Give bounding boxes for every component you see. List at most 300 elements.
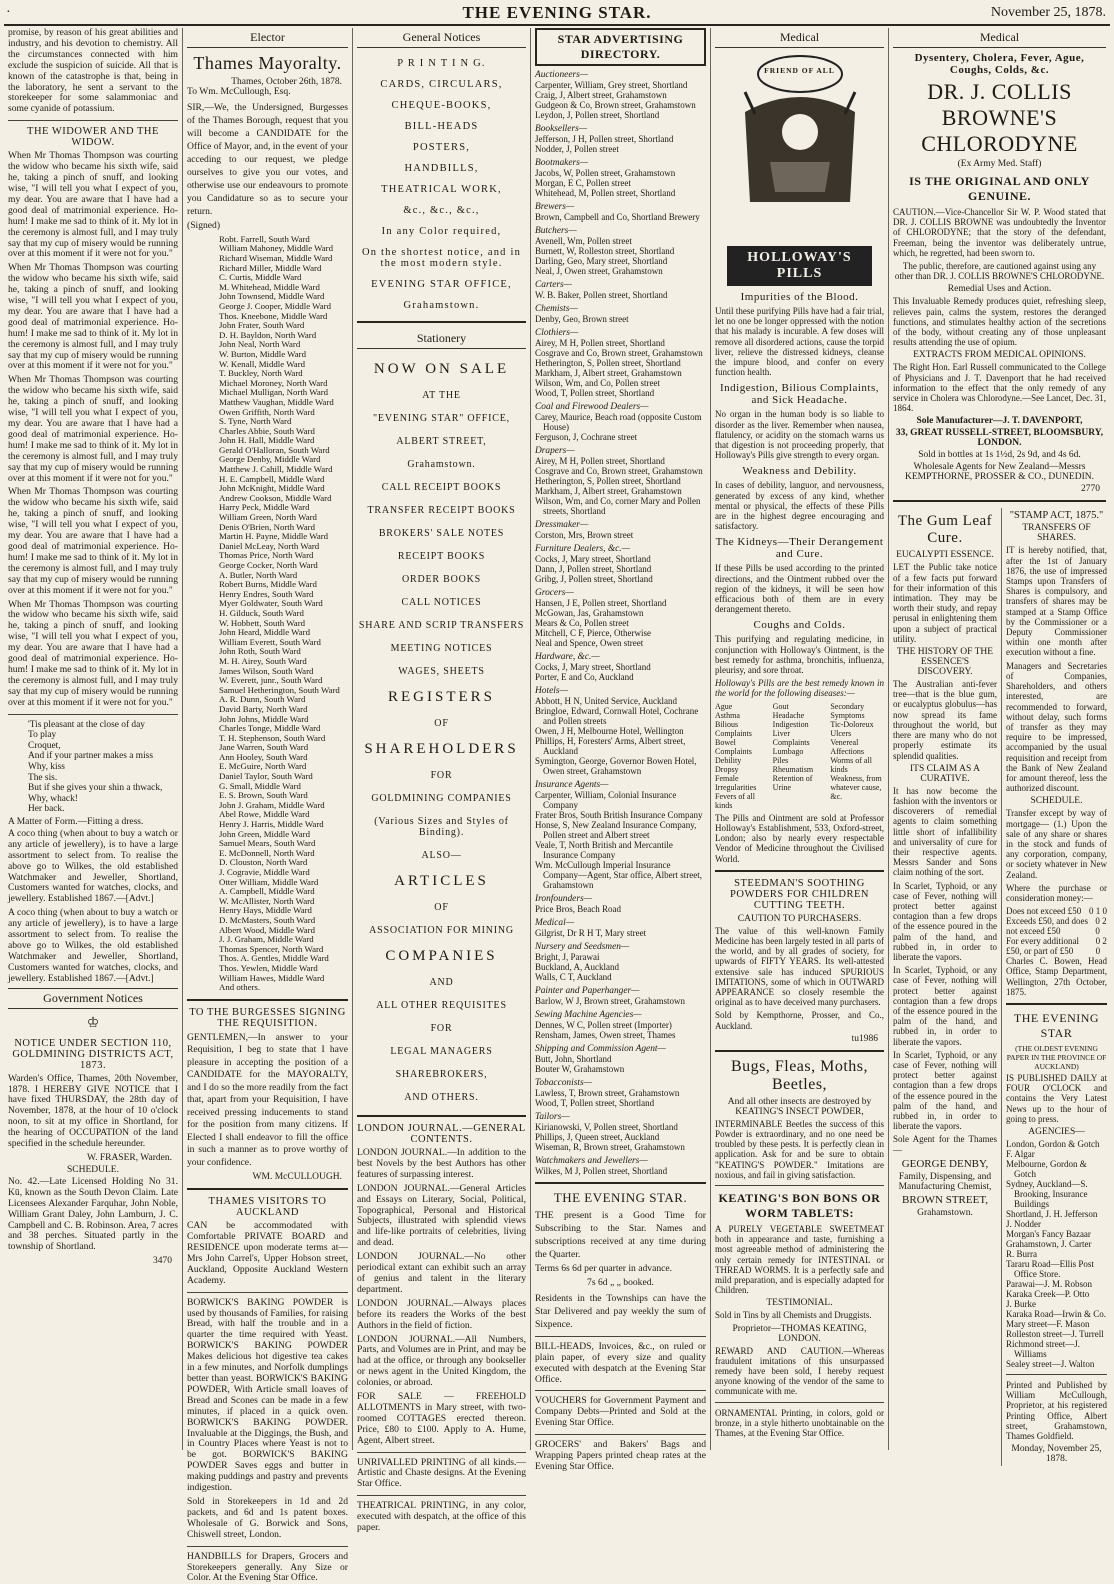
gum-leaf-ad bbox=[893, 508, 997, 1219]
printing-line: THEATRICAL WORK, bbox=[381, 184, 502, 195]
gum-body: LET the Public take notice of a few facts put forward for their information of this intimation. They may be worth their study, and repay perusal in enlightening them upon a subject of practical utility. bbox=[893, 562, 997, 644]
schedule-where: Where the purchase or consideration money:— bbox=[1006, 882, 1107, 903]
star-terms: Terms 6s 6d per quarter in advance. bbox=[535, 1263, 673, 1274]
directory-category: Drapers— bbox=[535, 446, 575, 456]
directory-entry: Brown, Campbell and Co, Shortland Brewery bbox=[535, 212, 700, 222]
directory-entry: Gilgrist, Dr R H T, Mary street bbox=[535, 928, 647, 938]
divider bbox=[187, 999, 348, 1001]
poem-line: Why, whack! bbox=[28, 793, 78, 804]
stationery-line: AT THE bbox=[422, 390, 461, 401]
signatory-name: A. R. Dunn, South Ward bbox=[219, 694, 306, 705]
borwick-ad-footer: Sold in Storekeepers in 1d and 2d packets, and 6d and 1s patent boxes. Wholesale of G. Borwick and Sons, Chiswell street, London. bbox=[187, 1495, 348, 1540]
holloway-heading: Coughs and Colds. bbox=[753, 619, 846, 632]
signatory-name: Thomas Price, North Ward bbox=[219, 550, 314, 561]
signatory-name: T. Buckley, North Ward bbox=[219, 368, 303, 379]
holloway-text: In cases of debility, languor, and nervousness, generated by excess of any kind, whether mental or physical, the effects of these Pills are in the highest degree encouraging and satisfactory. bbox=[715, 480, 884, 532]
holloway-footer: The Pills and Ointment are sold at Professor Holloway's Establishment, 533, Oxford-street, London; also by nearly every respectable Vendor of Medicine throughout the Civilised World. bbox=[715, 812, 884, 864]
printing-line: CHEQUE-BOOKS, bbox=[391, 100, 492, 111]
fee-row bbox=[1006, 906, 1107, 916]
columns bbox=[4, 27, 1110, 1584]
directory-entry: Lawless, T, Brown street, Grahamstown bbox=[535, 1088, 680, 1098]
mayoralty-title: Thames Mayoralty. bbox=[193, 53, 342, 73]
stationery-line: REGISTERS bbox=[387, 689, 495, 705]
directory-entry: Markham, J, Albert street, Grahamstown bbox=[535, 368, 682, 378]
signatory-name: M. H. Airey, South Ward bbox=[219, 655, 307, 666]
stationery-line: FOR bbox=[430, 770, 453, 781]
printing-line: HANDBILLS, bbox=[404, 163, 479, 174]
divider bbox=[187, 1188, 348, 1190]
chlorodyne-extracts: EXTRACTS FROM MEDICAL OPINIONS. bbox=[913, 350, 1086, 361]
stationery-line: NOW ON SALE bbox=[373, 361, 510, 377]
signatory-name: W. Hobbett, South Ward bbox=[219, 617, 306, 628]
signatory-name: W. Burton, Middle Ward bbox=[219, 348, 307, 359]
chlorodyne-sole: Sole Manufacturer—J. T. DAVENPORT, bbox=[916, 416, 1083, 427]
gum-h2: THE HISTORY OF THE ESSENCE'S DISCOVERY. bbox=[896, 647, 994, 678]
denby-town: Grahamstown. bbox=[917, 1207, 973, 1218]
stamp-sub: TRANSFERS OF SHARES. bbox=[1022, 523, 1091, 544]
divider bbox=[535, 1434, 706, 1435]
directory-entry: Wiseman, R, Brown street, Grahamstown bbox=[535, 1142, 685, 1152]
advertising-directory bbox=[535, 70, 706, 1176]
ad-title: A Matter of Form.—Fitting a dress. bbox=[8, 816, 144, 827]
section-header: Government Notices bbox=[8, 988, 178, 1009]
directory-entry: Dennes, W C, Pollen street (Importer) bbox=[535, 1020, 672, 1030]
agent-entry: Melbourne, Gordon & Gotch bbox=[1006, 1158, 1087, 1179]
disease-column bbox=[773, 702, 827, 810]
disease-item: Indigestion bbox=[772, 719, 809, 729]
poem bbox=[8, 720, 178, 815]
directory-category: Tobacconists— bbox=[535, 1078, 592, 1088]
signatory-name: John Townsend, Middle Ward bbox=[219, 291, 325, 302]
directory-entry: Darling, Geo, Mary street, Shortland bbox=[535, 256, 668, 266]
chlorodyne-ext: The Right Hon. Earl Russell communicated to the College of Physicians and J. T. Davenport that he had received information to the effect that the only remedy of any service in Cholera was Chlorodyne.—See Lancet, Dec. 31, 1864. bbox=[893, 362, 1106, 414]
directory-category: Nursery and Seedsmen— bbox=[535, 942, 630, 952]
holloway-text: This purifying and regulating medicine, in conjunction with Holloway's Ointment, is the best remedy for asthma, bronchitis, influenza, pleurisy, and sore throat. bbox=[715, 634, 884, 676]
fee-row bbox=[1006, 916, 1107, 936]
signatory-name: W. Everett, junr., South Ward bbox=[219, 675, 323, 686]
directory-category: Ironfounders— bbox=[535, 894, 592, 904]
signatory-name: Matthew Vaughan, Middle Ward bbox=[219, 396, 334, 407]
ad-body: A coco thing (when about to buy a watch or any article of jewellery), is to have a large assortment to select from. To realise the above go to Wilkes, the old established Watchmaker and Jeweller, Shortland, Customers wanted for watches, clocks, and jewellery. Established 1867.—[Advt.] bbox=[8, 907, 178, 984]
signatory-name: Daniel McLeay, North Ward bbox=[219, 540, 320, 551]
signatory-name: Henry Endres, South Ward bbox=[219, 588, 314, 599]
directory-category: Painter and Paperhanger— bbox=[535, 986, 640, 996]
gum-body4: In Scarlet, Typhoid, or any case of Fever, nothing will protect better against contagion than a few drops of the essence poured in the palm of the hand, and rubbed in, in order to liberate the vapors. bbox=[893, 880, 997, 962]
schedule-body: Transfer except by way of mortgage— (1.) Upon the sale of any share or shares in the stock and funds of any corporation, company, or society whatever in New Zealand. bbox=[1006, 808, 1107, 880]
stationery-line: MEETING NOTICES bbox=[390, 643, 493, 654]
disease-table bbox=[715, 702, 884, 810]
disease-item: Debility bbox=[715, 755, 742, 765]
directory-entry: Hansen, J E, Pollen street, Shortland bbox=[535, 598, 667, 608]
masthead bbox=[0, 0, 1114, 26]
signatory-name: C. Curtis, Middle Ward bbox=[219, 272, 302, 283]
directory-entry: Markham, J, Albert street, Grahamstown bbox=[535, 486, 682, 496]
signatory-name: E. McGuire, North Ward bbox=[219, 761, 307, 772]
signatory-name: Thos. Yewlen, Middle Ward bbox=[219, 962, 318, 973]
signatory-name: Henry Hays, Middle Ward bbox=[219, 905, 312, 916]
directory-entry: Cocks, J, Mary street, Shortland bbox=[535, 554, 651, 564]
article-intro: promise, by reason of his great abilities and industry, and his devotion to chemistry. All the circumstances connected with him exclude the suspicion of suicide. All that is known of the catastrophe is that, being in the laboratory, he sent a servant to the storekeeper for some salammoniac and some cyanide of potassium. bbox=[8, 27, 178, 115]
directory-category: Carters— bbox=[535, 280, 572, 290]
star-residents: Residents in the Townships can have the Star Delivered and pay weekly the sum of Sixpence. bbox=[535, 1292, 706, 1330]
stationery-line: ALBERT STREET, bbox=[396, 436, 487, 447]
signatory-name: D. McMasters, South Ward bbox=[219, 914, 316, 925]
directory-entry: Carpenter, William, Colonial Insurance Company bbox=[535, 790, 677, 810]
directory-category: Chemists— bbox=[535, 304, 578, 314]
signatory-name: William Mahoney, Middle Ward bbox=[219, 243, 334, 254]
signatory-name: Richard Miller, Middle Ward bbox=[219, 262, 322, 273]
directory-entry: Hetherington, S, Pollen street, Shortland bbox=[535, 476, 681, 486]
directory-entry: Barlow, W J, Brown street, Grahamstown bbox=[535, 996, 686, 1006]
directory-entry: Wood, T, Pollen street, Shortland bbox=[535, 388, 655, 398]
stationery-line: TRANSFER RECEIPT BOOKS bbox=[367, 505, 516, 516]
bottom-split bbox=[893, 508, 1106, 1508]
directory-entry: Denby, Geo, Brown street bbox=[535, 314, 629, 324]
star-terms-booked: 7s 6d „ „ booked. bbox=[587, 1276, 654, 1288]
chlorodyne-addr: 33, GREAT RUSSELL-STREET, BLOOMSBURY, LONDON. bbox=[895, 428, 1104, 449]
directory-entry: Neal, J, Owen street, Grahamstown bbox=[535, 266, 663, 276]
visitors-title: THAMES VISITORS TO AUCKLAND bbox=[208, 1196, 327, 1219]
disease-column bbox=[830, 702, 884, 810]
signatory-list bbox=[187, 235, 348, 993]
fee-label: For every additional £50, or part of £50 bbox=[1006, 936, 1079, 957]
chlorodyne-code: 2770 bbox=[1081, 484, 1100, 495]
poem-line: Why, kiss bbox=[28, 761, 65, 772]
signatory-name: Thos. Kneebone, Middle Ward bbox=[219, 310, 328, 321]
stationery-line: WAGES, SHEETS bbox=[398, 666, 485, 677]
signatory-name: D. H. Bayldon, North Ward bbox=[219, 329, 317, 340]
directory-entry: Wilkes, M J, Pollen street, Shortland bbox=[535, 1166, 668, 1176]
disease-item: Female Irregularities bbox=[715, 773, 757, 792]
agent-entry: Sealey street—J. Walton bbox=[1006, 1358, 1095, 1369]
sale-ad: FOR SALE — FREEHOLD ALLOTMENTS in Mary street, with two-roomed COTTAGES erected thereon. Price, £80 to £100. Apply to A. Hume, Agent, Albert street. bbox=[357, 1391, 526, 1446]
agent-entry: Karaka Road—Irwin & Co. bbox=[1006, 1308, 1106, 1319]
ornamental-ad: ORNAMENTAL Printing, in colors, gold or bronze, in a style hitherto unobtainable on the Thames, at the Evening Star Office. bbox=[715, 1407, 884, 1438]
stationery-line: ORDER BOOKS bbox=[401, 574, 482, 585]
directory-entry: Owen, J H, Melbourne Hotel, Wellington bbox=[535, 726, 684, 736]
london-journal-ads bbox=[357, 1148, 526, 1389]
signatory-name: George J. Cooper, Middle Ward bbox=[219, 300, 331, 311]
directory-category: Tailors— bbox=[535, 1112, 570, 1122]
signatory-name: Robert Burns, Middle Ward bbox=[219, 579, 317, 590]
london-journal-item: LONDON JOURNAL.—No other periodical extant can exhibit such an array of genius and talent in the literary department. bbox=[357, 1251, 526, 1295]
stationery-line: COMPANIES bbox=[385, 948, 498, 964]
article-body: When Mr Thomas Thompson was courting the widow who became his sixth wife, said he, taking a pinch of snuff, and looking wise, "I will tell you what I expect of you, my dear. You are aware that I have had a good deal of matrimonial experience. Ho-hum! I make me sad to think of it. My lot in the ceremony is almost full, and I may truly say that my cup of misery would be running over at this moment if it were not for you." bbox=[8, 374, 178, 484]
directory-entry: Burnett, W, Rolleston street, Shortland bbox=[535, 246, 675, 256]
disease-item: Fevers of all kinds bbox=[715, 791, 755, 810]
directory-entry: Abbott, H N, United Service, Auckland bbox=[535, 696, 677, 706]
directory-entry: Avenell, Wm, Pollen street bbox=[535, 236, 632, 246]
stationery-line: GOLDMINING COMPANIES bbox=[371, 793, 512, 804]
directory-entry: Carey, Maurice, Beach road (opposite Custom House) bbox=[535, 412, 702, 432]
signatory-name: Denis O'Brien, North Ward bbox=[219, 521, 315, 532]
disease-column bbox=[715, 702, 769, 810]
stationery-line: AND OTHERS. bbox=[404, 1092, 479, 1103]
directory-category: Hardware, &c.— bbox=[535, 652, 600, 662]
fee-value: 0 1 0 bbox=[1089, 906, 1107, 917]
disease-item: Secondary Symptoms bbox=[830, 701, 865, 720]
holloway-heading: The Kidneys—Their Derangement and Cure. bbox=[715, 536, 884, 561]
directory-entry: Mears & Co, Pollen street bbox=[535, 618, 629, 628]
masthead-title: THE EVENING STAR. bbox=[462, 3, 652, 22]
agent-entry: Mary street—F. Mason bbox=[1006, 1318, 1090, 1329]
directory-entry: Porter, E and Co, Auckland bbox=[535, 672, 634, 682]
poem-line: But if she gives your shin a thwack, bbox=[28, 783, 163, 794]
divider bbox=[893, 500, 1106, 502]
signatory-name: John Frater, South Ward bbox=[219, 320, 305, 331]
stationery-line: BROKERS' SALE NOTES bbox=[378, 528, 505, 539]
stationery-line: OF bbox=[434, 718, 449, 729]
stationery-line: CALL NOTICES bbox=[401, 597, 482, 608]
divider bbox=[715, 870, 884, 872]
agent-entry: J. Nodder bbox=[1006, 1218, 1041, 1229]
agents-list bbox=[1006, 1139, 1107, 1369]
directory-category: Medical— bbox=[535, 918, 575, 928]
stationery-ad bbox=[357, 361, 526, 1103]
fee-table bbox=[1006, 906, 1107, 956]
directory-entry: Hetherington, S, Pollen street, Shortland bbox=[535, 358, 681, 368]
directory-entry: Cosgrave and Co, Brown street, Grahamstown bbox=[535, 348, 703, 358]
chlorodyne-brand: DR. J. COLLIS BROWNE'S CHLORODYNE bbox=[921, 79, 1078, 156]
handbills-ad: HANDBILLS for Drapers, Grocers and Storekeepers generally. Any Size or Color. At the Evening Star Office. bbox=[187, 1550, 348, 1584]
gum-body3: It has now become the fashion with the inventors or discoverers of remedial agents to claim something little short of infallibility and universality of cure for their respective agents. Messrs Sander and Sons claim nothing of the sort. bbox=[893, 785, 997, 878]
stationery-line: CALL RECEIPT BOOKS bbox=[381, 482, 502, 493]
steedman-sold: Sold by Kempthorne, Prosser, and Co., Auckland. bbox=[715, 1010, 884, 1031]
crest-icon: ♔ bbox=[86, 1015, 100, 1031]
signatory-name: Michael Moroney, North Ward bbox=[219, 377, 328, 388]
signatory-name: Matthew J. Cahill, Middle Ward bbox=[219, 464, 333, 475]
stationery-line: LEGAL MANAGERS bbox=[390, 1046, 493, 1057]
agent-entry: R. Burra bbox=[1006, 1248, 1037, 1259]
agent-entry: Sydney, Auckland—S. Brooking, Insurance Buildings bbox=[1006, 1178, 1088, 1209]
logo-motto: FRIEND OF ALL bbox=[764, 66, 835, 75]
schedule-title: SCHEDULE. bbox=[67, 1164, 119, 1175]
stamp-act-ad bbox=[1001, 508, 1107, 1466]
printing-line: P R I N T I N G. bbox=[397, 58, 486, 69]
directory-category: Hotels— bbox=[535, 686, 568, 696]
keating-body: A PURELY VEGETABLE SWEETMEAT both in appearance and taste, furnishing a most agreeable method of administering the only certain remedy for INTESTINAL or THREAD WORMS. It is a perfectly safe and mild preparation, and is especially adapted for Children. bbox=[715, 1223, 884, 1296]
star-subscribe: THE present is a Good Time for Subscribing to the Star. Names and subscriptions received at any time during the Quarter. bbox=[535, 1210, 706, 1260]
signatory-name: And others. bbox=[219, 982, 261, 993]
denby-street: BROWN STREET, bbox=[902, 1193, 988, 1206]
divider bbox=[535, 1390, 706, 1391]
article-body: When Mr Thomas Thompson was courting the widow who became his sixth wife, said he, taking a pinch of snuff, and looking wise, "I will tell you what I expect of you, my dear. You are aware that I have had a good deal of matrimonial experience. Ho-hum! I make me sad to think of it. My lot in the ceremony is almost full, and I may truly say that my cup of misery would be running over at this moment if it were not for you." bbox=[8, 486, 178, 596]
disease-item: Venereal Affections bbox=[830, 737, 864, 756]
directory-entry: McGowan, Jas, Grahamstown bbox=[535, 608, 644, 618]
divider bbox=[1006, 1003, 1107, 1005]
signatory-name: Jane Warren, South Ward bbox=[219, 742, 309, 753]
chlorodyne-original: IS THE ORIGINAL AND ONLY GENUINE. bbox=[909, 174, 1090, 203]
column-6 bbox=[888, 28, 1110, 1465]
directory-category: Sewing Machine Agencies— bbox=[535, 1010, 642, 1020]
footer-date: Monday, November 25, 1878. bbox=[1011, 1444, 1102, 1465]
divider bbox=[357, 1452, 526, 1453]
stamp-body2: Managers and Secretaries of Companies, Shareholders, and others interested, are recommended to forward, without delay, such forms of transfer as they may require to be impressed, accompanied by the usual requisition and receipt from the Bank of New Zealand for amount thereof, less the authorized discount. bbox=[1006, 660, 1107, 794]
stationery-line: AND bbox=[429, 977, 454, 988]
stamp-body: IT is hereby notified, that, after the 1st of January 1876, the use of impressed Stamps upon Transfers of Shares is compulsory, and transfers of shares may be stamped at a Stamp Office by the Commissioner or a Deputy Commissioner within one month after execution without a fine. bbox=[1006, 545, 1107, 658]
directory-entry: Cosgrave and Co, Brown street, Grahamstown bbox=[535, 466, 703, 476]
divider bbox=[187, 1292, 348, 1293]
disease-item: Lumbago bbox=[772, 746, 804, 756]
signatory-name: Thomas Spencer, North Ward bbox=[219, 943, 324, 954]
directory-category: Shipping and Commission Agent— bbox=[535, 1044, 666, 1054]
directory-header: STAR ADVERTISING DIRECTORY. bbox=[535, 28, 706, 66]
signatory-name: Harry Peck, Middle Ward bbox=[219, 502, 310, 513]
schedule-title: SCHEDULE. bbox=[1030, 796, 1083, 807]
grocers-ad: GROCERS' and Bakers' Bags and Wrapping Papers printed cheap rates at the Evening Star Office. bbox=[535, 1439, 706, 1472]
disease-item: Dropsy bbox=[715, 764, 739, 774]
mayoralty-body: SIR,—We, the Undersigned, Burgesses of the Thames Borough, request that you will become a CANDIDATE for the Office of Mayor, and, in the event of your acceding to our request, we pledge ourselves to give you our votes, and otherwise use our endeavours to promote you Candidature so as to secure your return. bbox=[187, 101, 348, 217]
directory-entry: Leydon, J, Pollen street, Shortland bbox=[535, 110, 660, 120]
article-body: When Mr Thomas Thompson was courting the widow who became his sixth wife, said he, taking a pinch of snuff, and looking wise, "I will tell you what I expect of you, my dear. You are aware that I have had a good deal of matrimonial experience. Ho-hum! I make me sad to think of it. My lot in the ceremony is almost full, and I may truly say that my cup of misery would be running over at this moment if it were not for you." bbox=[8, 598, 178, 708]
signatory-name: John Roth, South Ward bbox=[219, 646, 301, 657]
signatory-name: Owen Griffith, North Ward bbox=[219, 406, 315, 417]
directory-entry: Bouter W, Grahamstown bbox=[535, 1064, 625, 1074]
directory-entry: Phillips, J, Queen street, Auckland bbox=[535, 1132, 660, 1142]
signatory-name: Andrew Cookson, Middle Ward bbox=[219, 492, 332, 503]
signatory-name: Charles Tonge, Middle Ward bbox=[219, 723, 321, 734]
disease-item: Asthma bbox=[715, 710, 740, 720]
agent-entry: Karaka Creek—P. Otto bbox=[1006, 1288, 1090, 1299]
holloway-heading: Indigestion, Bilious Complaints, and Sick Headache. bbox=[719, 382, 879, 407]
directory-entry: Butt, John, Shortland bbox=[535, 1054, 612, 1064]
commissioner: Charles C. Bowen, Head Office, Stamp Department, Wellington, 27th October, 1875. bbox=[1006, 956, 1107, 997]
directory-entry: W. B. Baker, Pollen street, Shortland bbox=[535, 290, 668, 300]
disease-item: Liver Complaints bbox=[772, 728, 810, 747]
divider bbox=[187, 1546, 348, 1547]
directory-category: Auctioneers— bbox=[535, 70, 589, 80]
stationery-line: SHARE AND SCRIP TRANSFERS bbox=[358, 620, 525, 631]
stationery-line: Grahamstown. bbox=[407, 459, 476, 470]
notice-signer: W. FRASER, Warden. bbox=[86, 1152, 172, 1163]
signatory-name: William Everett, South Ward bbox=[219, 636, 321, 647]
directory-category: Bootmakers— bbox=[535, 158, 589, 168]
bugs-title: Bugs, Fleas, Moths, Beetles, bbox=[730, 1057, 869, 1093]
signatory-name: Charles Abbie, South Ward bbox=[219, 425, 315, 436]
directory-entry: Morgan, E C, Pollen street bbox=[535, 178, 631, 188]
signatory-name: J. J. Graham, Middle Ward bbox=[219, 934, 314, 945]
poem-line: The sis. bbox=[28, 772, 58, 783]
notice-title: NOTICE UNDER SECTION 110, GOLDMINING DISTRICTS ACT, 1873. bbox=[12, 1037, 174, 1071]
signatory-name: A. Butler, North Ward bbox=[219, 569, 298, 580]
chlorodyne-agents: Wholesale Agents for New Zealand—Messrs KEMPTHORNE, PROSSER & CO., DUNEDIN. bbox=[905, 462, 1094, 483]
holloway-text: If these Pills be used according to the printed directions, and the Ointment rubbed over the region of the kidneys, it will be seen how efficacious both of them are in every derangement thereto. bbox=[715, 563, 884, 615]
directory-entry: Gribg, J, Pollen street, Shortland bbox=[535, 574, 653, 584]
column-4 bbox=[530, 28, 710, 1472]
keating-reward: REWARD AND CAUTION.—Whereas fraudulent imitations of this unsurpassed remedy have been sold, I hereby request anyone knowing of the vendor of the same to communicate with me. bbox=[715, 1345, 884, 1397]
directory-category: Butchers— bbox=[535, 226, 577, 236]
disease-item: Worms of all kinds bbox=[830, 755, 872, 774]
disease-item: Retention of Urine bbox=[772, 773, 813, 792]
disease-item: Rheumatism bbox=[772, 764, 814, 774]
steedman-body: The value of this well-known Family Medicine has been largely tested in all parts of the world, and by all grades of society, for upwards of FIFTY YEARS. Its well-attested extensive sale has induced SPURIOUS IMITATIONS, some of which in OUTWARD APPEARANCE so closely resemble the original as to have deceived many purchasers. bbox=[715, 925, 884, 1008]
gum-h3: ITS CLAIM AS A CURATIVE. bbox=[910, 763, 980, 784]
stationery-line: OF bbox=[434, 902, 449, 913]
holloway-heading: Impurities of the Blood. bbox=[740, 291, 859, 303]
directory-entry: Honse, S, New Zealand Insurance Company, Pollen street and Albert street bbox=[535, 820, 697, 840]
mayoralty-to: To Wm. McCullough, Esq. bbox=[187, 86, 291, 97]
schedule-body: No. 42.—Late Licensed Holding No 31. Kū, known as the South Devon Claim. Late Licensees Alexander Farquhar, John Noble, William Grant Daley, John Lamburn, J. C. Campbell and C. B. Robinson. Area, 7 acres and 38 perches. Situated partly in the township of Shortland. bbox=[8, 1175, 178, 1253]
disease-item: Ulcers bbox=[830, 728, 852, 738]
masthead-date: November 25, 1878. bbox=[990, 5, 1106, 20]
signatory-name: W. McAllister, North Ward bbox=[219, 895, 315, 906]
directory-entry: Bringloe, Edward, Cornwall Hotel, Cochrane and Pollen streets bbox=[535, 706, 699, 726]
holloway-heading: Weakness and Debility. bbox=[742, 465, 857, 478]
bugs-body: INTERMINABLE Beetles the success of this Powder is extraordinary, and no one need be troubled by these pests. It is perfectly clean in application. Ask for and be sure to obtain "KEATING'S POWDER." Imitations are noxious, and fail in giving satisfaction. bbox=[715, 1118, 884, 1180]
steedman-code: tu1986 bbox=[851, 1033, 878, 1044]
signatory-name: John McKnight, Middle Ward bbox=[219, 483, 325, 494]
signatory-name: H. E. Campbell, Middle Ward bbox=[219, 473, 325, 484]
directory-entry: Craig, J, Albert street, Grahamstown bbox=[535, 90, 667, 100]
disease-item: Tic-Doloreux bbox=[830, 719, 874, 729]
article-body: When Mr Thomas Thompson was courting the widow who became his sixth wife, said he, taking a pinch of snuff, and looking wise, "I will tell you what I expect of you, my dear. You are aware that I have had a good deal of matrimonial experience. Ho-hum! I make me sad to think of it. My lot in the ceremony is almost full, and I may truly say that my cup of misery would be running over at this moment if it were not for you." bbox=[8, 150, 178, 260]
disease-item: Bowel Complaints bbox=[715, 737, 752, 756]
signatory-name: Gerald O'Halloran, South Ward bbox=[219, 444, 330, 455]
chlorodyne-remedial: Remedial Uses and Action. bbox=[947, 284, 1052, 295]
masthead-rule bbox=[4, 24, 1110, 26]
printing-line: POSTERS, bbox=[412, 142, 471, 153]
directory-entry: Wood, T, Pollen street, Shortland bbox=[535, 1098, 655, 1108]
london-journal-item: LONDON JOURNAL.—General Articles and Essays on Literary, Social, Political, Topographical, Personal and Historical Subjects, illustrated with splendid views and life-like portraits of celebrities, living and dead. bbox=[357, 1182, 526, 1249]
billheads-ad: BILL-HEADS, Invoices, &c., on ruled or plain paper, of every size and quality executed with despatch at the Evening Star Office. bbox=[535, 1340, 706, 1385]
directory-entry: Jacobs, W, Pollen street, Grahamstown bbox=[535, 168, 676, 178]
stationery-line: ALL OTHER REQUISITES bbox=[376, 1000, 507, 1011]
holloway-crest-icon bbox=[725, 52, 875, 212]
holloway-text: No organ in the human body is so liable to disorder as the liver. Remember when nausea, flatulency, or acidity on the stomach warns us that digestion is not proceeding properly, that Holloway's Pills give strength to every organ. bbox=[715, 409, 884, 461]
chlorodyne-public: The public, therefore, are cautioned against using any other than DR. J. COLLIS BROWNE'S CHLORODYNE. bbox=[894, 261, 1105, 282]
chlorodyne-sub: (Ex Army Med. Staff) bbox=[957, 159, 1042, 169]
signatory-name: M. Whitehead, Middle Ward bbox=[219, 281, 320, 292]
signatory-name: George Denby, Middle Ward bbox=[219, 454, 321, 465]
agent-entry: London, Gordon & Gotch bbox=[1006, 1138, 1100, 1149]
signatory-name: John Johns, Middle Ward bbox=[219, 713, 309, 724]
signatory-name: William Hawes, Middle Ward bbox=[219, 972, 325, 983]
gum-body2: The Australian anti-fever tree—that is the blue gum, or eucalyptus globulus—has now spread its fame throughout the world, but there are many who do not properly estimate its splendid qualities. bbox=[893, 679, 997, 761]
printing-line: &c., &c., &c., bbox=[403, 205, 480, 216]
gum-title: The Gum Leaf Cure. bbox=[897, 513, 993, 547]
signatory-name: John Neal, North Ward bbox=[219, 339, 301, 350]
london-journal-item: LONDON JOURNAL.—Always places before its readers the Works of the best Authors in the field of fiction. bbox=[357, 1297, 526, 1331]
page-edge-mark: · bbox=[6, 5, 11, 20]
signatory-name: Martin H. Payne, Middle Ward bbox=[219, 531, 329, 542]
column-5 bbox=[710, 28, 888, 1450]
signatory-name: E. McDonnell, North Ward bbox=[219, 847, 315, 858]
signatory-name: Myer Goldwater, South Ward bbox=[219, 598, 323, 609]
agent-entry: F. Algar bbox=[1006, 1148, 1035, 1159]
fee-value: 0 2 0 bbox=[1095, 936, 1107, 957]
stationery-line: ARTICLES bbox=[394, 873, 489, 889]
signatory-name: James Wilson, South Ward bbox=[219, 665, 314, 676]
disease-item: Weakness, from whatever cause, &c. bbox=[830, 773, 882, 801]
disease-item: Piles bbox=[772, 755, 789, 765]
signatory-name: John J. Graham, Middle Ward bbox=[219, 799, 325, 810]
directory-category: Brewers— bbox=[535, 202, 575, 212]
divider bbox=[715, 1185, 884, 1186]
divider bbox=[535, 1182, 706, 1184]
directory-entry: Ferguson, J, Cochrane street bbox=[535, 432, 638, 442]
divider bbox=[1006, 1374, 1107, 1375]
directory-entry: Frater Bros, South British Insurance Company bbox=[535, 810, 703, 820]
signatory-name: John Green, Middle Ward bbox=[219, 828, 310, 839]
ad-body: A coco thing (when about to buy a watch or any article of jewellery), is to have a large assortment to select from. To realise the above go to Wilkes, the old established Watchmaker and Jeweller, Shortland, Customers wanted for watches, clocks, and jewellery. Established 1867.—[Advt.] bbox=[8, 827, 178, 905]
agencies-title: AGENCIES— bbox=[1028, 1126, 1085, 1137]
directory-category: Coal and Firewood Dealers— bbox=[535, 402, 649, 412]
signatory-name: A. Campbell, Middle Ward bbox=[219, 886, 315, 897]
star-pub-title: THE EVENING STAR bbox=[1013, 1010, 1100, 1040]
printing-line: CARDS, CIRCULARS, bbox=[380, 79, 503, 90]
directory-entry: Buckland, A, Auckland bbox=[535, 962, 619, 972]
directory-entry: Wilson, Wm, and Co, corner Mary and Pollen streets, Shortland bbox=[535, 496, 701, 516]
